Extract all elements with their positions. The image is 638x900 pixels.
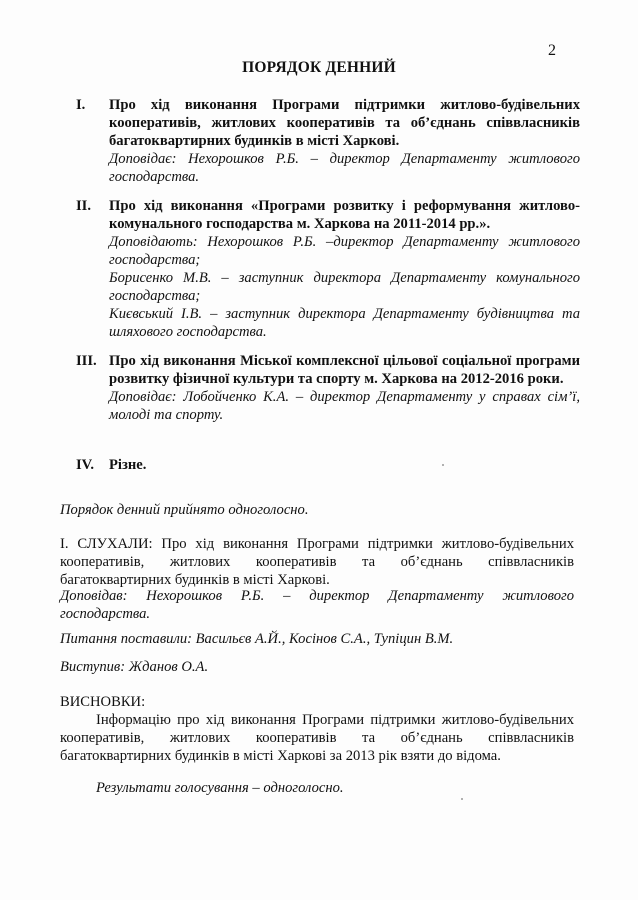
conclusions-heading: ВИСНОВКИ: bbox=[60, 694, 146, 710]
agenda-item-number: IV. bbox=[76, 457, 94, 473]
agenda-item-3 bbox=[76, 352, 580, 424]
speech-by: Виступив: Жданов О.А. bbox=[60, 659, 209, 675]
scan-speck bbox=[442, 464, 444, 466]
voting-results: Результати голосування – одноголосно. bbox=[96, 780, 344, 796]
agenda-item-2 bbox=[76, 197, 580, 341]
agenda-item-speaker: Доповідає: Лобойченко К.А. – директор Департаменту у справах сім’ї, молоді та спорту. bbox=[109, 389, 580, 423]
questions-asked: Питання поставили: Васильєв А.Й., Косінов С.А., Тупіцин В.М. bbox=[60, 631, 454, 647]
agenda-item-text: Про хід виконання Міської комплексної цільової соціальної програми розвитку фізичної культури та спорту м. Харкова на 2012-2016 роки. bbox=[109, 353, 580, 387]
conclusions-text: Інформацію про хід виконання Програми підтримки житлово-будівельних кооперативів, житлових кооперативів та об’єднань співвласників багатоквартирних будинків в місті Харкові за 2013 рік взяти до відома. bbox=[60, 712, 574, 764]
agenda-item-speaker: Києвський І.В. – заступник директора Департаменту будівництва та шляхового господарства. bbox=[109, 306, 580, 340]
agenda-adopted-note: Порядок денний прийнято одноголосно. bbox=[60, 502, 309, 518]
agenda-item-speaker: Доповідає: Нехорошков Р.Б. – директор Департаменту житлового господарства. bbox=[109, 151, 580, 185]
agenda-item-number: II. bbox=[76, 198, 92, 214]
heard-text: І. СЛУХАЛИ: Про хід виконання Програми підтримки житлово-будівельних кооперативів, житлових кооперативів та об’єднань співвласників багатоквартирних будинків в місті Харкові. bbox=[60, 536, 574, 588]
agenda-item-1 bbox=[76, 96, 580, 186]
agenda-item-number: I. bbox=[76, 97, 86, 113]
page-title: ПОРЯДОК ДЕННИЙ bbox=[242, 59, 396, 76]
agenda-item-text: Про хід виконання Програми підтримки житлово-будівельних кооперативів, житлових кооперативів та об’єднань співвласників багатоквартирних будинків в місті Харкові. bbox=[109, 97, 580, 149]
agenda-item-text: Різне. bbox=[109, 457, 147, 473]
agenda-item-text: Про хід виконання «Програми розвитку і реформування житлово-комунального господарства м. Харкова на 2011-2014 рр.». bbox=[109, 198, 580, 232]
agenda-item-speaker: Борисенко М.В. – заступник директора Департаменту комунального господарства; bbox=[109, 270, 580, 304]
page-number: 2 bbox=[548, 42, 556, 59]
heard-speaker: Доповідав: Нехорошков Р.Б. – директор Департаменту житлового господарства. bbox=[60, 588, 574, 622]
agenda-item-number: III. bbox=[76, 353, 97, 369]
scan-speck bbox=[461, 798, 463, 800]
agenda-item-speaker: Доповідають: Нехорошков Р.Б. –директор Департаменту житлового господарства; bbox=[109, 234, 580, 268]
agenda-item-4 bbox=[76, 456, 580, 474]
